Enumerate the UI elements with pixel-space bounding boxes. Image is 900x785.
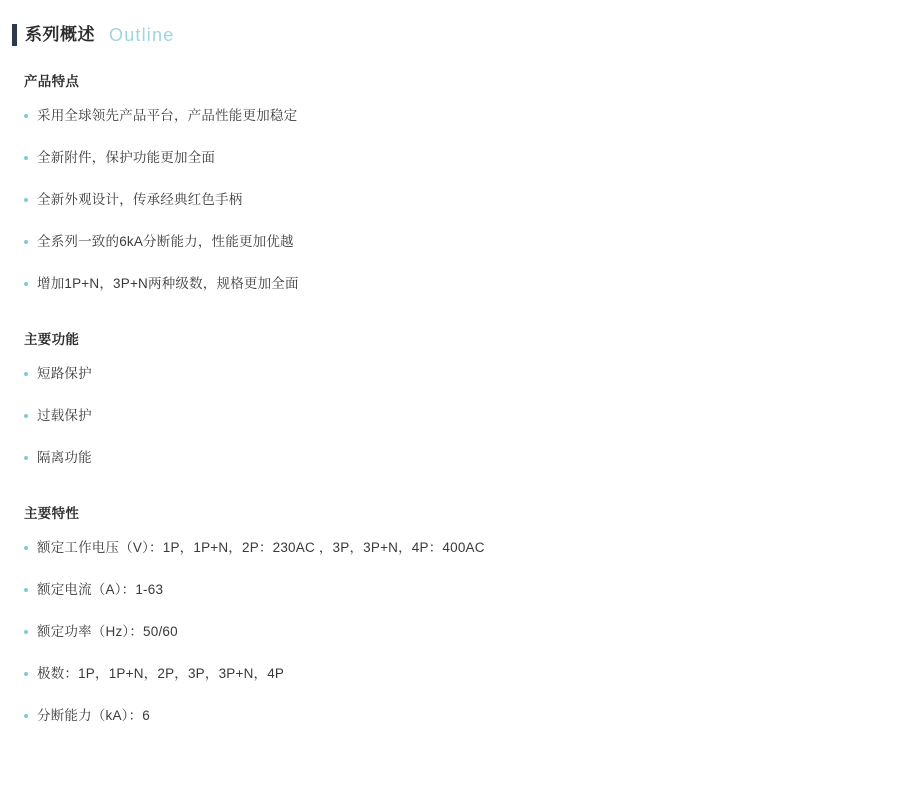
list-item: 分断能力（kA）：6 [24,706,900,726]
bullet-list [24,538,900,726]
list-item: 额定工作电压（V）：1P，1P+N，2P：230AC ，3P，3P+N，4P：400AC [24,538,900,558]
list-item: 短路保护 [24,364,900,384]
list-item: 全系列一致的6kA分断能力，性能更加优越 [24,232,900,252]
list-item: 全新附件，保护功能更加全面 [24,148,900,168]
section-header [0,0,900,52]
list-item: 隔离功能 [24,448,900,468]
content-area [0,52,900,726]
block-title: 主要功能 [24,332,80,347]
list-item: 采用全球领先产品平台，产品性能更加稳定 [24,106,900,126]
section-main-functions [24,328,900,468]
list-item: 额定功率（Hz）：50/60 [24,622,900,642]
page-title: 系列概述 [25,25,95,44]
block-title: 主要特性 [24,506,80,521]
section-product-features [24,70,900,294]
bullet-list [24,364,900,468]
section-main-characteristics [24,502,900,726]
accent-bar [12,24,17,46]
list-item: 增加1P+N，3P+N两种级数，规格更加全面 [24,274,900,294]
block-title: 产品特点 [24,74,80,89]
bullet-list [24,106,900,294]
list-item: 全新外观设计，传承经典红色手柄 [24,190,900,210]
list-item: 过载保护 [24,406,900,426]
page-title-english: Outline [109,25,175,45]
list-item: 额定电流（A）：1-63 [24,580,900,600]
list-item: 极数：1P，1P+N，2P，3P，3P+N，4P [24,664,900,684]
